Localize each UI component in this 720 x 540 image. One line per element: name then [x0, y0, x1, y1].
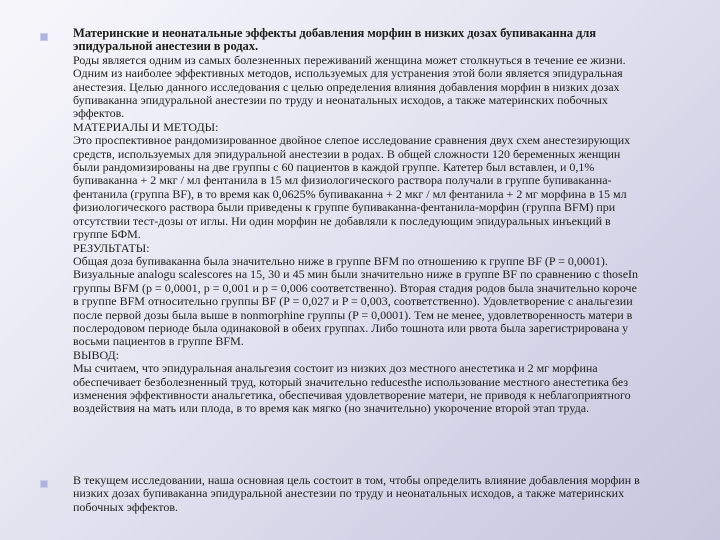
study-title: Материнские и неонатальные эффекты добавления морфин в низких дозах бупиваканна для эпидуральной анестезии в родах.	[73, 26, 596, 54]
bullet-icon	[40, 480, 48, 488]
study-aim-text: В текущем исследовании, наша основная цель состоит в том, чтобы определить влияние добавления морфин в низких дозах бупиваканна эпидуральной анестезии по труду и неонатальных исходов, а также материнских побочных эффектов.	[73, 473, 640, 514]
intro-paragraph: Роды является одним из самых болезненных переживаний женщина может столкнуться в течение ее жизни. Одним из наиболее эффективных методов, используемых для устранения этой боли является эпидуральная анестезия. Целью данного исследования с целью определения влияния добавления морфин в низких дозах бупиваканна эпидуральной анестезии по труду и неонатальных исходов, а также материнских побочных эффектов.	[73, 52, 626, 121]
bullet-icon	[40, 33, 48, 41]
study-summary-body	[73, 27, 640, 416]
conclusion-paragraph: Мы считаем, что эпидуральная анальгезия состоит из низких доз местного анестетика и 2 мг морфина обеспечивает безболезненный труд, который значительно reducesthe использование местного анестетика без изменения эффективности анальгетика, обеспечивая удовлетворение матери, не приводя к неблагоприятного воздействия на мать или плода, в то время как мягко (но значительно) укорочение второй этап труда.	[73, 361, 631, 416]
list-item-study-summary	[40, 27, 640, 416]
study-aim-body	[73, 474, 640, 514]
methods-heading: МАТЕРИАЛЫ И МЕТОДЫ:	[73, 119, 219, 134]
methods-paragraph: Это проспективное рандомизированное двойное слепое исследование сравнения двух схем анестезирующих средств, используемых для эпидуральной анестезии в родах. В общей сложности 120 беременных женщин были рандомизированы на две группы с 60 пациентов в каждой группе. Катетер был вставлен, и 0,1% бупиваканна + 2 мкг / мл фентанила в 15 мл физиологического раствора получали в группе бупиваканна-фентанила (группа BF), в то время как 0,0625% бупиваканна + 2 мкг / мл фентанила + 2 мг морфина в 15 мл физиологического раствора были приведены к группе бупиваканна-фентанила-морфин (группа BFM) при отсутствии тест-дозы от иглы. Ни один морфин не добавляли к последующим эпидуральных инъекций в группе БФМ.	[73, 133, 631, 242]
results-heading: РЕЗУЛЬТАТЫ:	[73, 240, 150, 255]
conclusion-heading: ВЫВОД:	[73, 347, 120, 362]
results-paragraph: Общая доза бупиваканна была значительно ниже в группе BFM по отношению к группе BF (P = 0,0001). Визуальные analogu scalescores на 15, 30 и 45 мин были значительно ниже в группе BF по сравнению с thoseIn группы BFM (p = 0,0001, p = 0,001 и p = 0,006 соответственно). Вторая стадия родов была значительно короче в группе BFM относительно группы BF (P = 0,027 и P = 0,003, соответственно). Удовлетворение с анальгезии после первой дозы была выше в nonmorphine группы (P = 0,0001). Тем не менее, удовлетворенность матери в послеродовом периоде была одинаковой в обеих группах. Либо тошнота или рвота была зарегистрирована у восьми пациентов в группе BFM.	[73, 253, 639, 349]
list-item-study-aim	[40, 474, 640, 514]
